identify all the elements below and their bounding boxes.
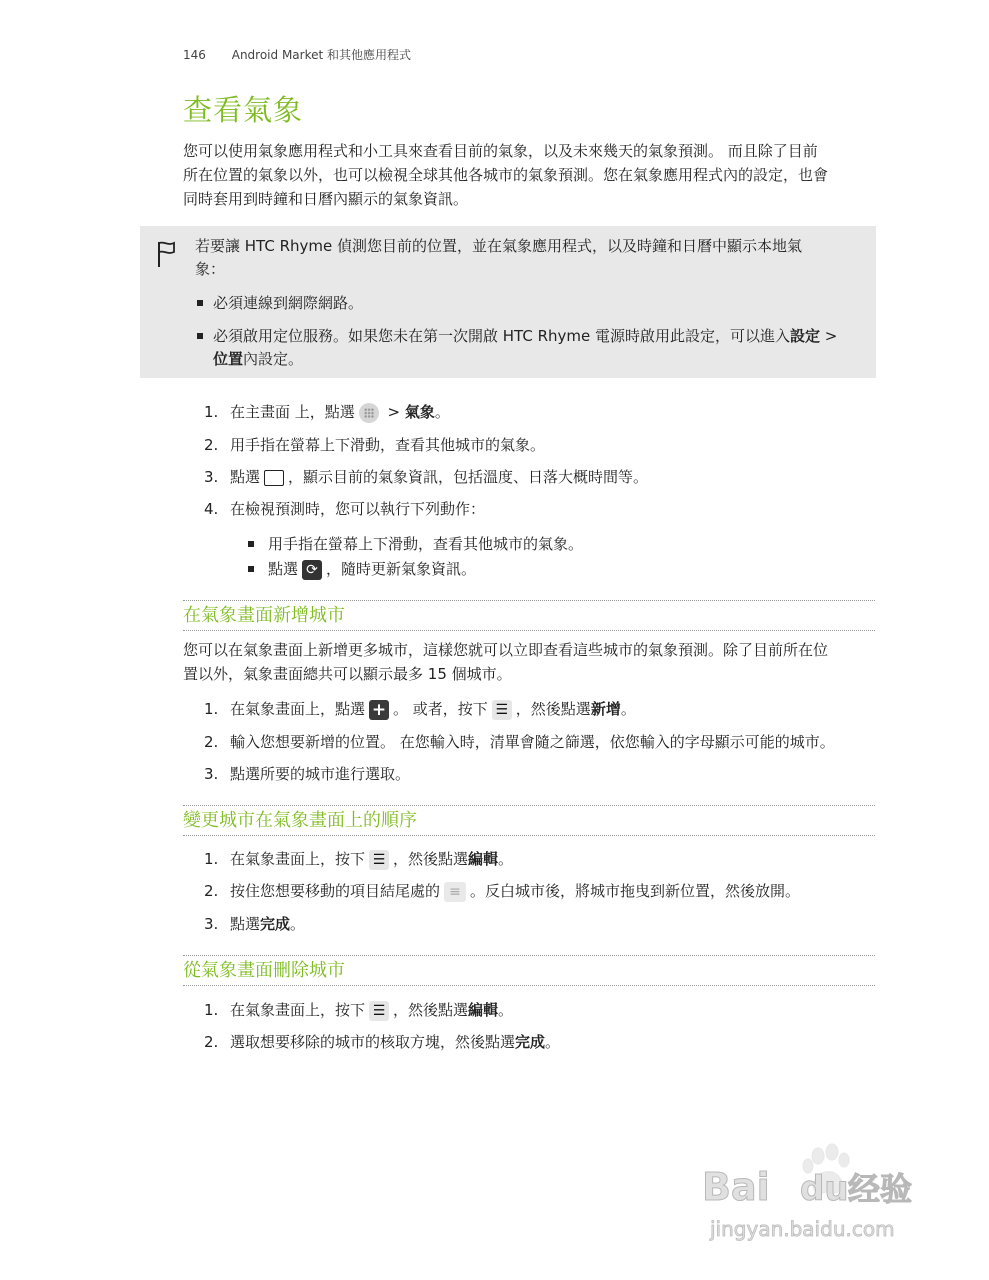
step-bold: 完成 <box>515 1033 546 1051</box>
drag-grip-icon: ≡ <box>444 882 466 902</box>
step-number: 2. <box>204 882 219 900</box>
step-text: 在氣象畫面上，點選 <box>230 700 366 718</box>
note-bullet-text-c: > <box>820 327 838 345</box>
section-heading: 從氣象畫面刪除城市 <box>183 955 875 986</box>
step-bold: 完成 <box>260 915 291 933</box>
intro-line: 同時套用到時鐘和日曆內顯示的氣象資訊。 <box>183 190 469 208</box>
step-text: 在檢視預測時，您可以執行下列動作： <box>230 500 486 518</box>
note-lead: 若要讓 HTC Rhyme 偵測您目前的位置，並在氣象應用程式，以及時鐘和日曆中顯示本地氣 <box>195 237 802 255</box>
step-text: 按住您想要移動的項目結尾處的 <box>230 882 441 900</box>
note-bullet-text <box>213 325 872 371</box>
step-text: ，然後點選 <box>393 850 469 868</box>
para-line: 您可以在氣象畫面上新增更多城市，這樣您就可以立即查看這些城市的氣象預測。除了目前所在位 <box>183 641 829 659</box>
bullet-square <box>248 566 254 572</box>
step-number: 1. <box>204 700 219 718</box>
step-number: 1. <box>204 850 219 868</box>
step-text: > <box>382 403 405 421</box>
note-bullet-text: 必須連線到網際網路。 <box>213 294 364 312</box>
step-text: 。反白城市後，將城市拖曳到新位置，然後放開。 <box>470 882 801 900</box>
fullscreen-frame-icon <box>264 470 284 486</box>
step-text: 。 <box>545 1033 561 1051</box>
step-number: 4. <box>204 500 219 518</box>
note-lead-cont: 象： <box>195 260 226 278</box>
note-bullet <box>197 292 872 315</box>
bullet-square <box>248 541 254 547</box>
step-number: 3. <box>204 915 219 933</box>
step-bold: 編輯 <box>468 1001 499 1019</box>
step-bold: 編輯 <box>468 850 499 868</box>
svg-text:jingyan.baidu.com: jingyan.baidu.com <box>710 1217 895 1241</box>
step-number: 2. <box>204 733 219 751</box>
section-heading: 在氣象畫面新增城市 <box>183 600 875 631</box>
page-header <box>183 46 411 63</box>
step-number: 1. <box>204 403 219 421</box>
bullet-square <box>197 333 203 339</box>
step-text: 點選 <box>230 915 261 933</box>
step-text: 。 <box>620 700 636 718</box>
note-bullet-text-e: 內設定。 <box>243 350 304 368</box>
step-text: 選取想要移除的城市的核取方塊，然後點選 <box>230 1033 516 1051</box>
note-bullet <box>197 325 872 371</box>
note-bullet-bold-settings: 設定 <box>790 327 821 345</box>
step-text: 在氣象畫面上，按下 <box>230 1001 366 1019</box>
flag-icon <box>156 240 178 268</box>
intro-paragraph <box>183 139 878 211</box>
svg-text:经验: 经验 <box>848 1170 913 1208</box>
svg-text:du: du <box>800 1169 849 1209</box>
sub-bullet <box>248 558 476 580</box>
intro-line: 所在位置的氣象以外，也可以檢視全球其他各城市的氣象預測。您在氣象應用程式內的設定，也會 <box>183 166 829 184</box>
menu-icon: ☰ <box>369 850 389 870</box>
step-text: 。 <box>434 403 450 421</box>
chapter-title: Android Market 和其他應用程式 <box>231 48 412 62</box>
step-text: ，然後點選 <box>515 700 591 718</box>
step-text: 。 <box>498 1001 514 1019</box>
sub-bullet-text: 點選 <box>268 560 299 578</box>
page-number: 146 <box>183 48 206 62</box>
page-title: 查看氣象 <box>183 93 304 127</box>
step-number: 2. <box>204 1033 219 1051</box>
step-bold: 氣象 <box>404 403 435 421</box>
section-heading: 變更城市在氣象畫面上的順序 <box>183 805 875 836</box>
step-number: 2. <box>204 436 219 454</box>
sub-bullet-text: ，隨時更新氣象資訊。 <box>326 560 477 578</box>
step-text: 。 <box>290 915 306 933</box>
step-text: 點選 <box>230 468 261 486</box>
section1-paragraph <box>183 638 878 686</box>
note-text <box>195 235 865 281</box>
step-text: 在主畫面 上，點選 <box>230 403 355 421</box>
menu-icon: ☰ <box>492 700 512 720</box>
step-number: 3. <box>204 765 219 783</box>
menu-icon: ☰ <box>369 1001 389 1021</box>
bullet-square <box>197 300 203 306</box>
step-number: 1. <box>204 1001 219 1019</box>
step-text: 在氣象畫面上，按下 <box>230 850 366 868</box>
step-text: ，顯示目前的氣象資訊，包括溫度、日落大概時間等。 <box>288 468 649 486</box>
step-text: 點選所要的城市進行選取。 <box>230 765 411 783</box>
step-text: 。 或者，按下 <box>393 700 488 718</box>
para-line: 置以外，氣象畫面總共可以顯示最多 15 個城市。 <box>183 665 512 683</box>
baidu-watermark-logo <box>700 1138 940 1248</box>
refresh-icon: ⟳ <box>302 560 322 580</box>
note-bullet-text-a: 必須啟用定位服務。如果您未在第一次開啟 HTC Rhyme 電源時啟用此設定，可以進入 <box>213 327 790 345</box>
step-text: 用手指在螢幕上下滑動，查看其他城市的氣象。 <box>230 436 546 454</box>
note-bullet-bold-location: 位置 <box>213 350 244 368</box>
all-apps-icon <box>359 403 379 423</box>
step-text: 輸入您想要新增的位置。 在您輸入時，清單會隨之篩選，依您輸入的字母顯示可能的城市。 <box>230 733 835 751</box>
svg-text:Bai: Bai <box>702 1165 770 1209</box>
step-text: ，然後點選 <box>393 1001 469 1019</box>
sub-bullet <box>248 533 583 555</box>
sub-bullet-text: 用手指在螢幕上下滑動，查看其他城市的氣象。 <box>268 535 584 553</box>
step-number: 3. <box>204 468 219 486</box>
plus-icon: + <box>369 700 389 720</box>
step-text: 。 <box>498 850 514 868</box>
intro-line: 您可以使用氣象應用程式和小工具來查看目前的氣象，以及未來幾天的氣象預測。 而且除了目前 <box>183 142 818 160</box>
step-bold: 新增 <box>590 700 621 718</box>
